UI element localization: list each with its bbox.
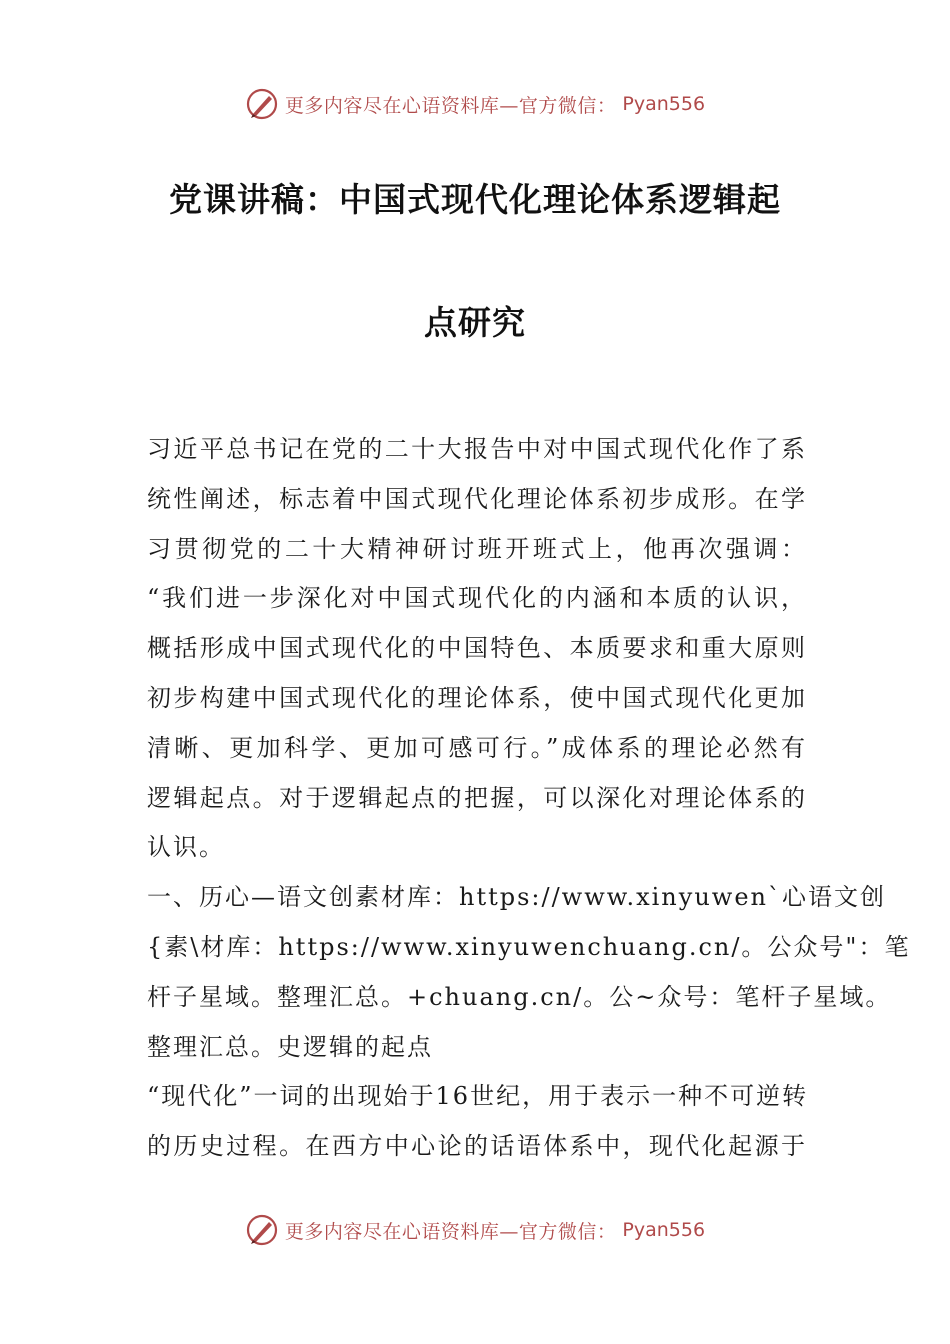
watermark-id: Pyan556 — [622, 93, 706, 115]
pen-logo-icon — [245, 87, 279, 121]
body-line: 概括形成中国式现代化的中国特色、本质要求和重大原则 — [147, 634, 807, 663]
body-line: 认识。 — [147, 833, 225, 862]
body-line: 杆子星域。整理汇总。+chuang.cn/。公~众号：笔杆子星域。 — [147, 982, 892, 1011]
page-title-line-2: 点研究 — [424, 303, 526, 342]
body-line: 逻辑起点。对于逻辑起点的把握，可以深化对理论体系的 — [147, 783, 807, 812]
watermark-text: 更多内容尽在心语资料库—官方微信： — [284, 94, 617, 117]
body-line: 初步构建中国式现代化的理论体系，使中国式现代化更加 — [147, 683, 807, 712]
body-line: 习近平总书记在党的二十大报告中对中国式现代化作了系 — [147, 435, 807, 463]
body-line: 的历史过程。在西方中心论的话语体系中，现代化起源于 — [147, 1132, 807, 1161]
body-line: 整理汇总。史逻辑的起点 — [147, 1032, 433, 1061]
watermark-banner — [245, 1213, 705, 1247]
body-line: 习贯彻党的二十大精神研讨班开班式上，他再次强调： — [147, 534, 807, 563]
body-line: “现代化”一词的出现始于16世纪，用于表示一种不可逆转 — [147, 1082, 809, 1111]
header-watermark — [0, 84, 950, 124]
body-line: “我们进一步深化对中国式现代化的内涵和本质的认识， — [147, 584, 807, 613]
body-line: {素\材库：https://www.xinyuwenchuang.cn/。公众号"：笔 — [147, 932, 911, 961]
pen-logo-icon — [245, 1213, 279, 1247]
body-line: 统性阐述，标志着中国式现代化理论体系初步成形。在学 — [147, 484, 807, 513]
watermark-banner — [245, 87, 705, 121]
body-line: 一、历心—语文创素材库：https://www.xinyuwen`心语文创 — [147, 883, 886, 912]
watermark-text: 更多内容尽在心语资料库—官方微信： — [284, 1220, 617, 1243]
body-line: 清晰、更加科学、更加可感可行。”成体系的理论必然有 — [147, 733, 807, 762]
article-body — [147, 425, 911, 1172]
footer-watermark — [0, 1210, 950, 1250]
page-title-line-1: 党课讲稿：中国式现代化理论体系逻辑起 — [169, 180, 781, 219]
watermark-id: Pyan556 — [622, 1219, 706, 1241]
